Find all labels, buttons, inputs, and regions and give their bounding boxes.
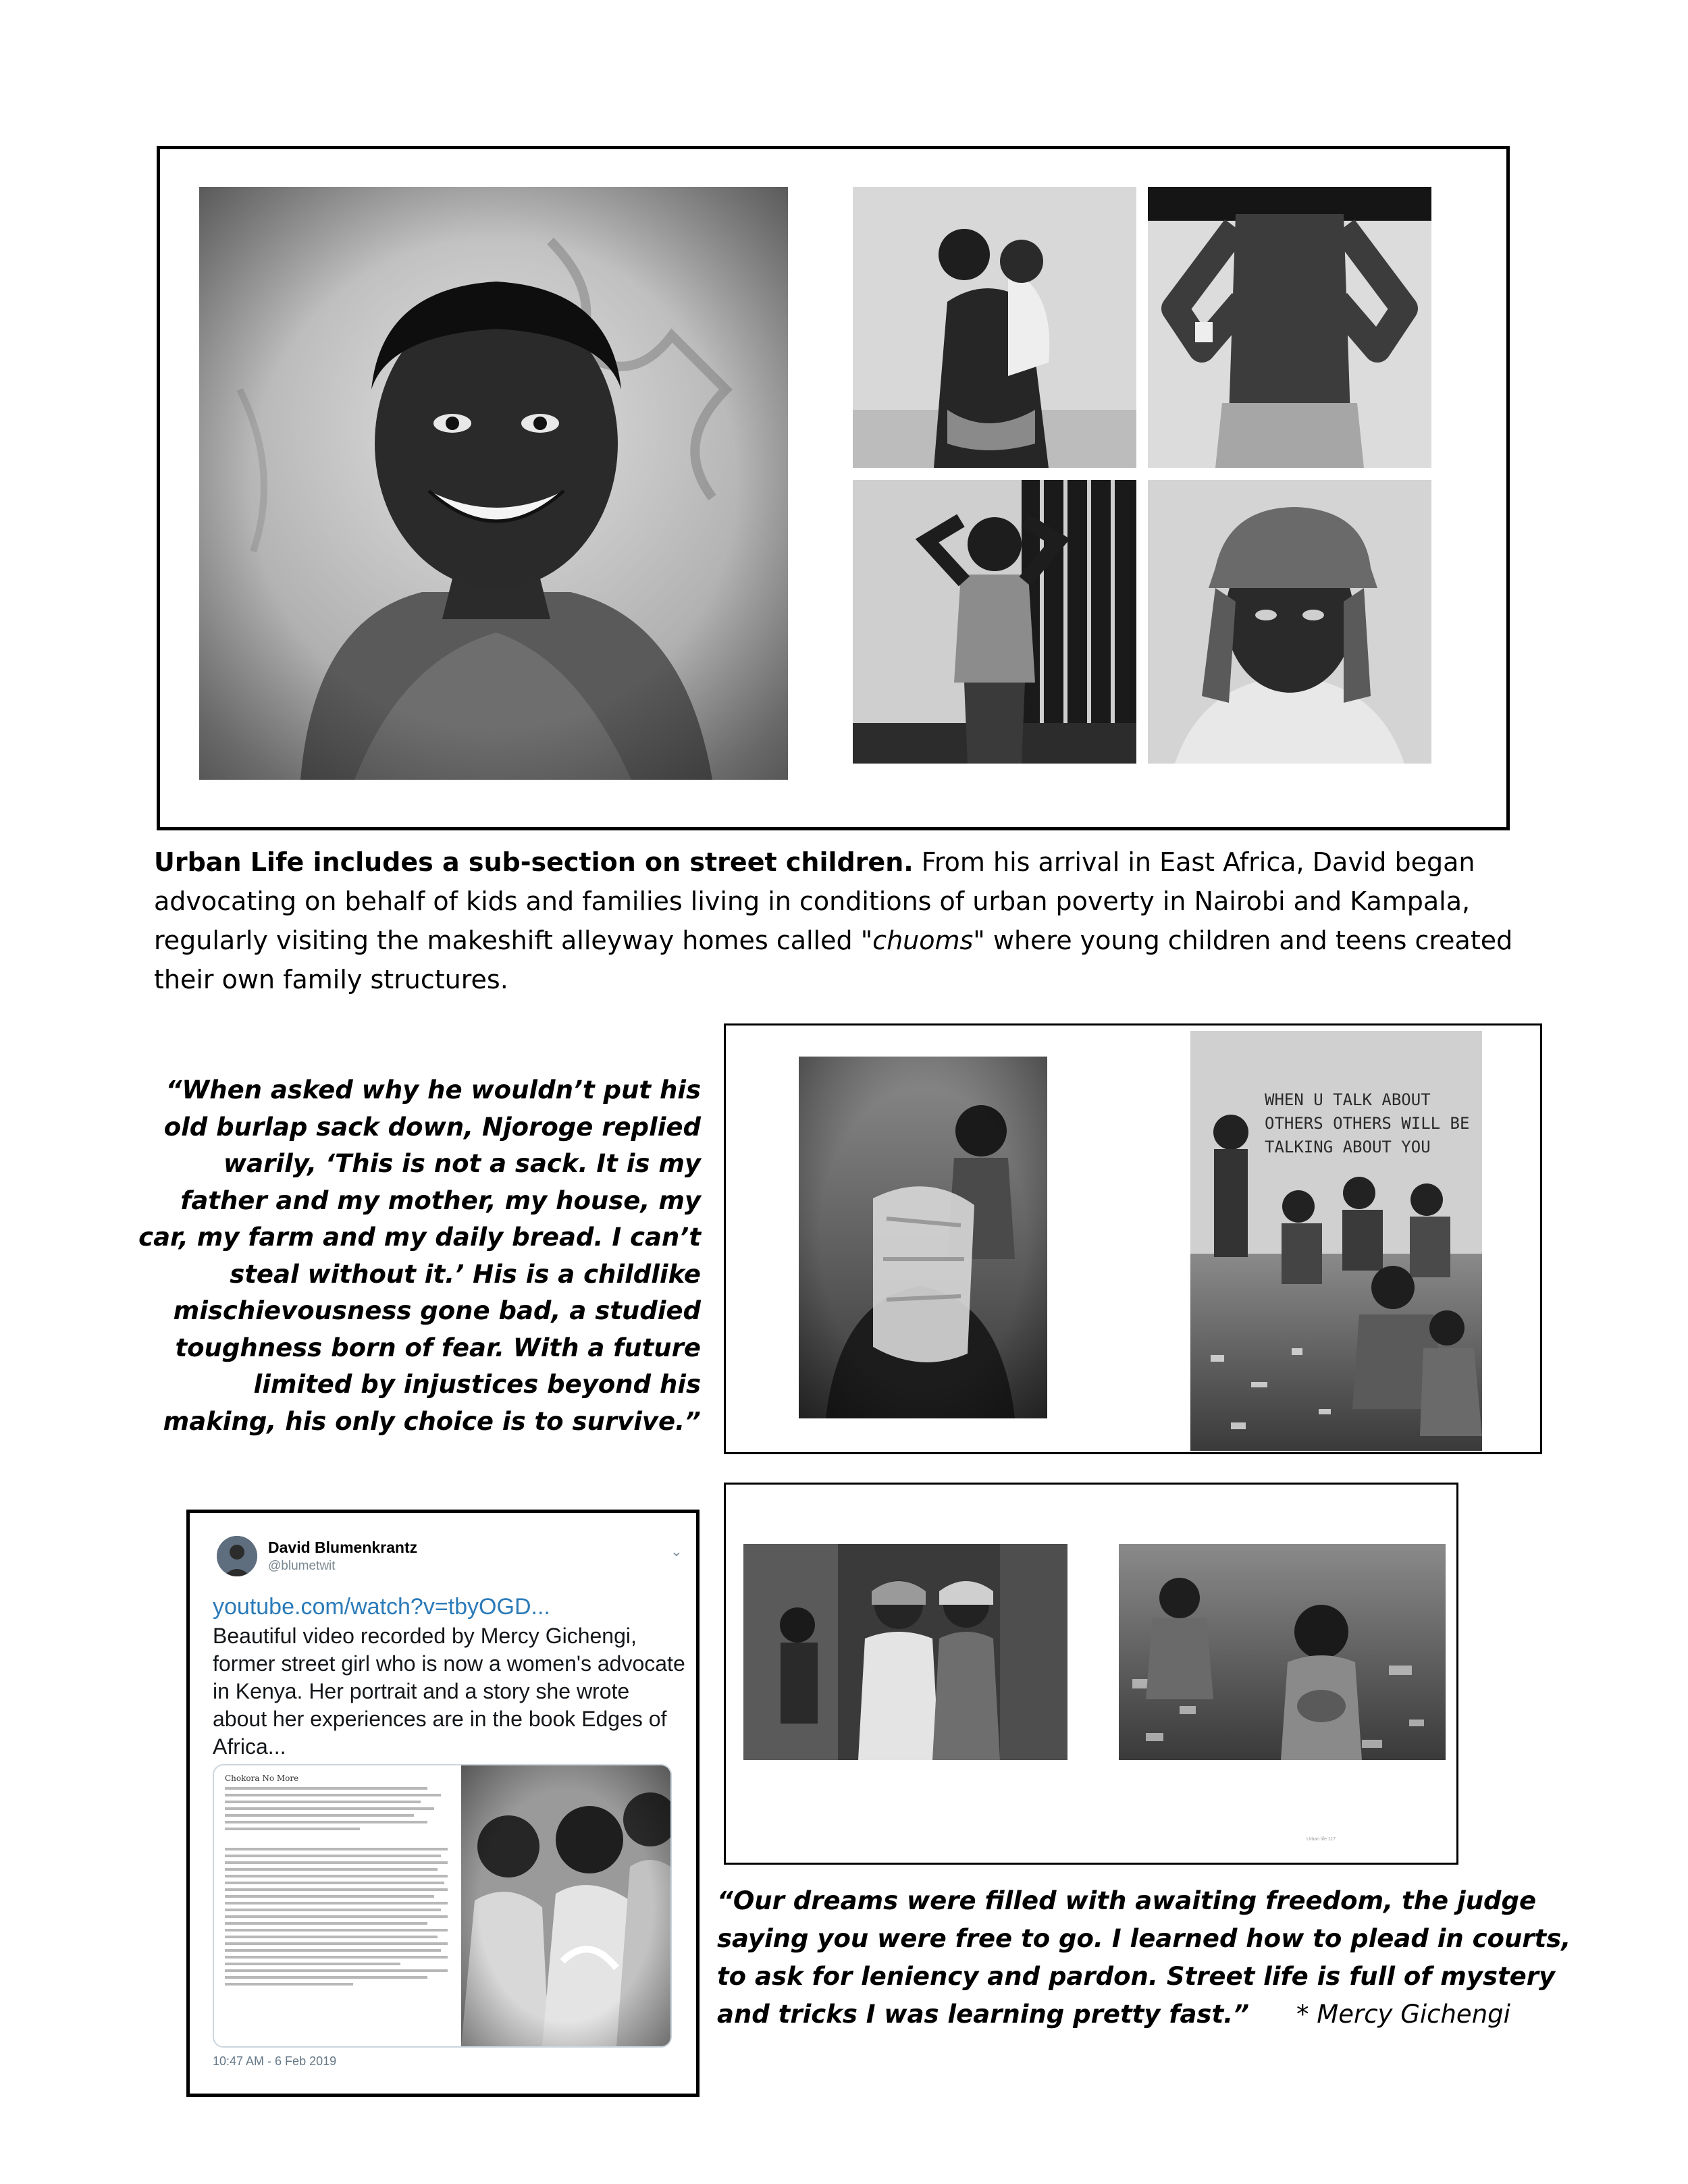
intro-text-2: where young children and teens created their own family structures. (154, 926, 1513, 994)
mercy-quote (717, 1882, 1588, 2033)
njoroge-quote: “When asked why he wouldn’t put his old burlap sack down, Njoroge replied warily, ‘This is not a sack. It is my father and my mother, my house, my car, my farm and my daily bread. I can’t steal without it.’ His is a childlike mischievousness gone bad, a studied toughness born of fear. With a future limited by injustices beyond his making, his only choice is to survive.” (138, 1075, 701, 1436)
mercy-quote-attribution: * Mercy Gichengi (1296, 2000, 1510, 2029)
photo-youths-by-wall (1190, 1031, 1482, 1451)
tweet-card (186, 1510, 700, 2097)
bottom-book-spread (724, 1483, 1458, 1865)
author-avatar[interactable] (217, 1536, 257, 1576)
tweet-embedded-image[interactable] (213, 1764, 672, 2048)
intro-italic-term: "chuoms" (860, 926, 985, 955)
chevron-down-icon[interactable]: ⌄ (670, 1543, 683, 1560)
mercy-quote-text: “Our dreams were filled with awaiting freedom, the judge saying you were free to go. I learned how to plead in courts, to ask for leniency and pardon. Street life is full of mystery and tricks I was learning pretty fast.” (717, 1886, 1571, 2029)
tweet-timestamp: 10:47 AM - 6 Feb 2019 (213, 2054, 337, 2068)
embed-page-title: Chokora No More (225, 1774, 299, 1783)
photo-group-of-children (461, 1765, 670, 2046)
photo-boy-with-bag (799, 1057, 1047, 1418)
photo-smiling-girl (199, 187, 788, 780)
photo-boys-on-dump (1119, 1544, 1446, 1760)
tweet-youtube-link[interactable]: youtube.com/watch?v=tbyOGD... (213, 1594, 550, 1620)
author-name[interactable]: David Blumenkrantz (268, 1539, 418, 1556)
photo-boy-at-gate (853, 480, 1136, 764)
tweet-header (217, 1536, 683, 1590)
intro-text-1: From his arrival in East Africa, David began advocating on behalf of kids and families living in conditions of urban poverty in Nairobi and Kampala, regularly visiting the makeshift alleyway homes called (154, 847, 1475, 955)
photo-teen-in-cap (1148, 480, 1431, 764)
top-photo-panel (157, 146, 1510, 830)
middle-book-spread (724, 1023, 1542, 1454)
wall-graffiti-line-2: OTHERS OTHERS WILL BE (1265, 1114, 1470, 1133)
wall-graffiti-line-3: TALKING ABOUT YOU (1265, 1138, 1431, 1156)
photo-women-smiling (743, 1544, 1067, 1760)
photo-boy-torso (1148, 187, 1431, 468)
spread-page-number: Urban life 117 (1307, 1837, 1336, 1842)
author-handle[interactable]: @blumetwit (268, 1559, 336, 1573)
intro-paragraph (154, 843, 1538, 999)
embed-page-text-block (225, 1787, 448, 1990)
photo-girl-holding-child (853, 187, 1136, 468)
tweet-body-text: Beautiful video recorded by Mercy Gichengi, former street girl who is now a women's advocate in Kenya. Her portrait and a story she wrote about her experiences are in the book Edges of Africa... (213, 1624, 685, 1759)
intro-lead: Urban Life includes a sub-section on street children. (154, 847, 914, 877)
wall-graffiti-line-1: WHEN U TALK ABOUT (1265, 1090, 1431, 1109)
